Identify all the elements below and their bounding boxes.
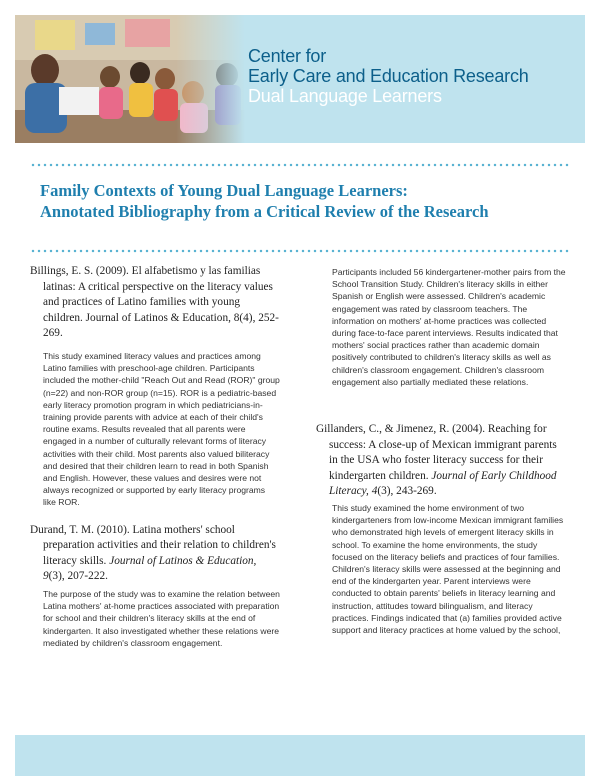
footer-banner [15,735,585,776]
citation-gillanders-journal: Journal of Early Childhood Literacy, [329,469,557,498]
citation-durand [30,523,280,585]
citation-gillanders [316,422,566,500]
abstract-gillanders: This study examined the home environment of two kindergarteners from low-income Mexican immigrant families who demonstrated high levels of emergent literacy skills in school. To examine the home environments, the study focused on the literacy beliefs and practices of four families. Children's literacy skills were assessed at the beginning and end of the kindergarten year. Parent interviews were conducted to obtain parents' beliefs in literacy learning and instruction, attitudes toward bilingualism, and literacy practices. Findings indicated that (a) families provided active support and literacy practices at home valued by the school, [332,503,564,636]
header-photo [15,15,245,143]
dotted-divider-top [30,163,570,167]
left-column [30,264,280,649]
classroom-photo-illustration [15,15,245,143]
citation-durand-journal: Journal of Latinos & Education, [109,554,257,567]
citation-durand-text: Durand, T. M. (2010). Latina mothers' school preparation activities and their relation to children's literacy skills. [30,523,276,567]
org-name-line3: Dual Language Learners [248,86,442,106]
right-column [316,266,566,636]
abstract-billings: This study examined literacy values and practices among Latino families with preschool-age children. Participants included the mother-child "Reach Out and Read (ROR)" group (n=22) and non-ROR group (n=15). ROR is a pediatric-based early literacy promotion program in which pediatricians-in-training provide parents with advice at each of their child's routine exams. Results revealed that all parents were engaged in a number of culturally relevant forms of literacy activities with their child. Most parents also valued biliteracy and desired that their children learn to read in both Spanish and English. However, these values and desires were not always recognized or supported by early literacy programs like ROR. [43,350,280,508]
citation-gillanders-text: Gillanders, C., & Jimenez, R. (2004). Reaching for success: A close-up of Mexican immigrant parents in the USA who foster literacy success for their kindergarten children. [316,423,557,482]
abstract-durand-continued: Participants included 56 kindergartener-mother pairs from the School Transition Study. Children's literacy skills in either Spanish or English were assessed. Children's academic engagement was rated by classroom teachers. The information on mothers' at-home practices was collected during face-to-face parent interviews. Results indicated that mothers' social practices rather than academic domain positively contributed to children's literacy skills as well as children's classroom engagement. Children's classroom engagement also partially mediated these relations. [332,267,566,387]
org-name [248,46,578,106]
citation-gillanders-volume: 4 [371,485,378,498]
org-name-line2: Early Care and Education Research [248,66,529,86]
citation-durand-pages: (3), 207-222. [48,570,108,583]
dotted-divider-bottom [30,249,570,253]
document-title-line2: Annotated Bibliography from a Critical Review of the Research [40,202,489,221]
document-title-line1: Family Contexts of Young Dual Language Learners: [40,181,408,200]
org-name-line1: Center for [248,46,327,66]
abstract-durand: The purpose of the study was to examine the relation between Latina mothers' at-home practices associated with preparation for school and their children's literacy skills at the end of kindergarten. It also investigated whether these relations were mediated by children's classroom engagement. [43,588,280,648]
citation-gillanders-pages: (3), 243-269. [377,485,437,498]
document-title [40,180,570,222]
citation-billings: Billings, E. S. (2009). El alfabetismo y las familias latinas: A critical perspective on the literacy values and practices of Latino families with young children. Journal of Latinos & Education, 8(4), 252-269. [30,265,279,340]
citation-durand-volume: 9 [43,570,49,583]
